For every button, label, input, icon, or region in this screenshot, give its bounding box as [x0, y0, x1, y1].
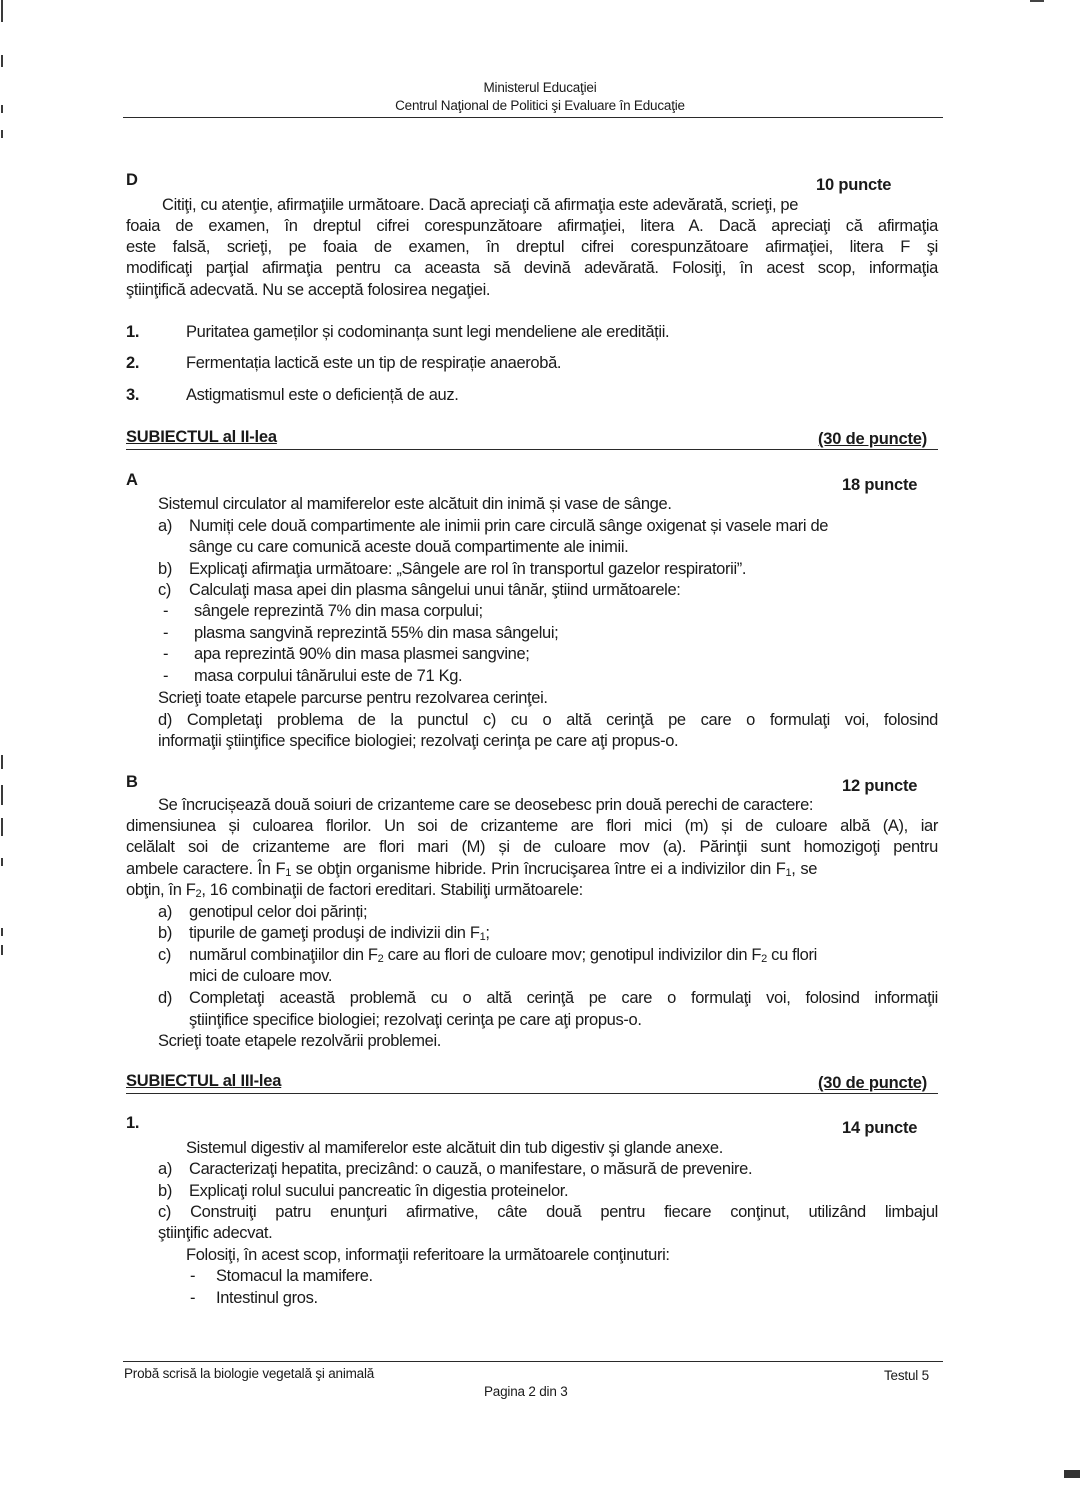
- subject-2-divider: [126, 449, 938, 450]
- part-a-item-a-cont: sânge cu care comunică aceste două compartimente ale inimii.: [189, 538, 629, 556]
- footer-exam-name: Probă scrisă la biologie vegetală şi animală: [124, 1366, 375, 1381]
- question-1-item-c-cont: ştiinţific adecvat.: [158, 1224, 273, 1242]
- bullet-text: Stomacul la mamifere.: [216, 1267, 373, 1285]
- item-label: b): [158, 560, 172, 578]
- part-a-c-footer: Scrieţi toate etapele parcurse pentru rezolvarea cerinţei.: [158, 689, 548, 707]
- item-label: c): [158, 581, 172, 599]
- bullet-text: apa reprezintă 90% din masa plasmei sangvine;: [194, 645, 530, 663]
- subscript: 1: [785, 867, 792, 879]
- text-segment: , 16 combinaţii de factori ereditari. Stabiliţi următoarele:: [201, 881, 583, 899]
- scan-mark: [1064, 1470, 1080, 1478]
- section-d-points: 10 puncte: [816, 176, 892, 194]
- subject-2-title: SUBIECTUL al II-lea: [126, 428, 277, 446]
- item-label: d): [158, 989, 172, 1007]
- subject-3-points: (30 de puncte): [818, 1074, 928, 1092]
- bullet-dash: -: [163, 645, 169, 663]
- part-b-paragraph-line: celălalt soi de crizanteme are flori mari (M) și de culoare mov (a). Părinţii sunt homozigoţi pentru: [126, 838, 938, 856]
- question-1-points: 14 puncte: [842, 1119, 918, 1137]
- part-a-item-c: Calculaţi masa apei din plasma sângelui unui tânăr, ştiind următoarele:: [189, 581, 681, 599]
- item-label: a): [158, 903, 172, 921]
- part-b-paragraph-line: [126, 880, 583, 902]
- part-a-item-d-cont: informaţii ştiinţifice specifice biologiei; rezolvaţi cerinţa pe care aţi propus-o.: [158, 732, 679, 750]
- question-1-use-text: Folosiţi, în acest scop, informaţii referitoare la următoarele conţinuturi:: [186, 1246, 670, 1264]
- part-b-item-c-cont: mici de culoare mov.: [189, 967, 333, 985]
- footer-page-number: Pagina 2 din 3: [484, 1384, 568, 1399]
- question-1-number: 1.: [126, 1114, 140, 1132]
- part-b-item-d: Completaţi această problemă cu o altă cerinţă pe care o formulaţi voi, folosind informaţii: [189, 989, 938, 1007]
- text-segment: se obţin organisme hibride. Prin încrucişarea între ei a indivizilor din F: [290, 860, 786, 878]
- footer-test-number: Testul 5: [884, 1368, 929, 1383]
- part-b-paragraph-line: dimensiunea și culoarea florilor. Un soi de crizanteme are flori mici (m) și de culoare albă (A), iar: [126, 817, 938, 835]
- bullet-text: Intestinul gros.: [216, 1289, 318, 1307]
- scan-mark: [1, 928, 3, 936]
- bullet-dash: -: [190, 1267, 196, 1285]
- bullet-text: sângele reprezintă 7% din masa corpului;: [194, 602, 483, 620]
- bullet-text: plasma sangvină reprezintă 55% din masa sângelui;: [194, 624, 559, 642]
- statement-number: 1.: [126, 323, 140, 341]
- section-d-instructions-line: ştiinţifică adecvată. Nu se acceptă folosirea negaţiei.: [126, 281, 491, 299]
- text-segment: ambele caractere. În F: [126, 860, 286, 878]
- bullet-text: masa corpului tânărului este de 71 Kg.: [194, 667, 463, 685]
- bullet-dash: -: [190, 1289, 196, 1307]
- part-a-item-b: Explicaţi afirmaţia următoare: „Sângele are rol în transportul gazelor respiratorii”.: [189, 560, 747, 578]
- part-b-paragraph-line: Se încrucișează două soiuri de crizanteme care se deosebesc prin două perechi de caractere:: [158, 796, 814, 814]
- item-label: c): [158, 946, 172, 964]
- scan-mark: [1, 755, 3, 769]
- scan-mark: [1, 858, 3, 866]
- item-label: b): [158, 1182, 172, 1200]
- scan-mark: [1, 130, 3, 138]
- section-d-instructions-line: foaia de examen, în dreptul cifrei corespunzătoare afirmaţiei, litera A. Dacă apreciaţi că afirmaţia: [126, 217, 938, 235]
- text-segment: tipurile de gameţi produşi de indivizii din F: [189, 924, 480, 942]
- part-b-item-a: genotipul celor doi părinți;: [189, 903, 368, 921]
- text-segment: obţin, în F: [126, 881, 196, 899]
- text-segment: ;: [485, 924, 490, 942]
- part-a-item-a: Numiți cele două compartimente ale inimii prin care circulă sânge oxigenat și vasele mari de: [189, 517, 829, 535]
- question-1-item-a: Caracterizaţi hepatita, precizând: o cauză, o manifestare, o măsură de prevenire.: [189, 1160, 753, 1178]
- bullet-dash: -: [163, 624, 169, 642]
- statement-number: 2.: [126, 354, 140, 372]
- subject-3-divider: [126, 1093, 938, 1094]
- scan-mark: [1, 0, 3, 22]
- item-label: a): [158, 517, 172, 535]
- question-1-item-b: Explicaţi rolul sucului pancreatic în digestia proteinelor.: [189, 1182, 569, 1200]
- header-line-1: Ministerul Educaţiei: [483, 80, 597, 95]
- part-a-letter: A: [126, 471, 138, 489]
- question-1-item-c: c) Construiţi patru enunţuri afirmative, câte două pentru fiecare conţinut, utilizând limbajul: [158, 1203, 938, 1221]
- part-a-item-d: d) Completaţi problema de la punctul c) cu o altă cerinţă pe care o formulaţi voi, folosind: [158, 711, 938, 729]
- header-line-2: Centrul Naţional de Politici şi Evaluare în Educaţie: [395, 98, 685, 113]
- item-label: a): [158, 1160, 172, 1178]
- text-segment: , se: [791, 860, 818, 878]
- scan-mark: [1, 818, 3, 836]
- scan-mark: [1, 945, 3, 955]
- subscript: 2: [761, 953, 767, 965]
- scan-mark: [1, 55, 3, 67]
- part-b-item-d-cont: ştiinţifice specifice biologiei; rezolvaţi cerinţa pe care aţi propus-o.: [189, 1011, 642, 1029]
- item-label: b): [158, 924, 172, 942]
- bullet-dash: -: [163, 602, 169, 620]
- subscript: 1: [285, 867, 291, 879]
- subscript: 1: [479, 931, 486, 943]
- part-b-footer: Scrieţi toate etapele rezolvării problemei.: [158, 1032, 442, 1050]
- section-d-instructions-line: Citiţi, cu atenţie, afirmaţiile următoare. Dacă apreciaţi că afirmaţia este adevărată, scrieţi, pe: [162, 196, 799, 214]
- question-1-intro: Sistemul digestiv al mamiferelor este alcătuit din tub digestiv şi glande anexe.: [186, 1139, 723, 1157]
- statement-number: 3.: [126, 386, 140, 404]
- text-segment: numărul combinaţiilor din F: [189, 946, 378, 964]
- statement-text: Fermentația lactică este un tip de respirație anaerobă.: [186, 354, 562, 372]
- statement-text: Astigmatismul este o deficiență de auz.: [186, 386, 459, 404]
- header-divider: [123, 117, 943, 118]
- part-b-letter: B: [126, 773, 138, 791]
- subscript: 2: [195, 888, 202, 900]
- bullet-dash: -: [163, 667, 169, 685]
- part-b-item-c: [189, 945, 817, 967]
- section-d-letter: D: [126, 171, 138, 189]
- scan-mark: [1030, 0, 1044, 2]
- footer-divider: [123, 1361, 943, 1362]
- scan-mark: [1, 785, 3, 805]
- part-b-item-b: [189, 923, 490, 945]
- part-b-points: 12 puncte: [842, 777, 918, 795]
- part-a-points: 18 puncte: [842, 476, 918, 494]
- section-d-instructions-line: este falsă, scrieţi, pe foaia de examen, în dreptul cifrei corespunzătoare afirmaţiei, litera F şi: [126, 238, 938, 256]
- subject-3-title: SUBIECTUL al III-lea: [126, 1072, 282, 1090]
- part-b-paragraph-line: [126, 859, 817, 881]
- subscript: 2: [377, 953, 384, 965]
- subject-2-points: (30 de puncte): [818, 430, 928, 448]
- text-segment: cu flori: [766, 946, 817, 964]
- text-segment: care au flori de culoare mov; genotipul indivizilor din F: [383, 946, 762, 964]
- statement-text: Puritatea gameților și codominanța sunt legi mendeliene ale eredității.: [186, 323, 670, 341]
- part-a-intro: Sistemul circulator al mamiferelor este alcătuit din inimă și vase de sânge.: [158, 495, 672, 513]
- section-d-instructions-line: modificaţi parţial afirmaţia pentru ca aceasta să devină adevărată. Folosiţi, în acest scop, informaţia: [126, 259, 938, 277]
